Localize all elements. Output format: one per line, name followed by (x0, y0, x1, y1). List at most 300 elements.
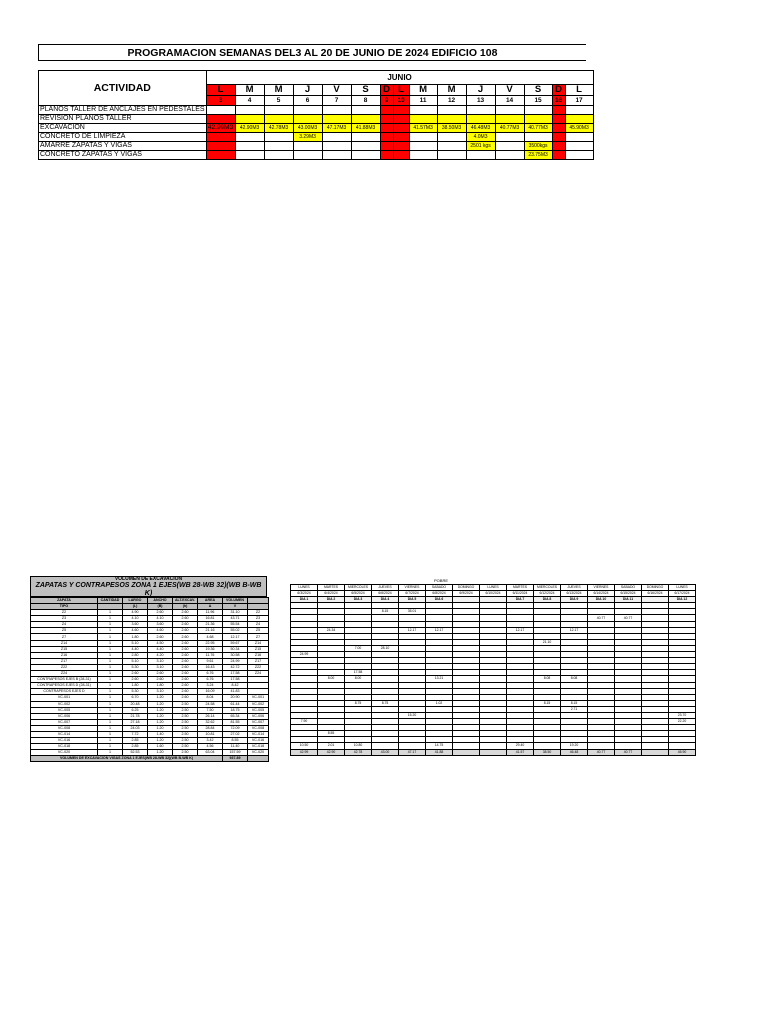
schedule-cell (409, 115, 437, 124)
excavation-cell: 2.80 (123, 652, 148, 658)
date-cell: 6/16/2024 (642, 591, 669, 597)
day-letter: M (264, 85, 293, 96)
day-letter: M (409, 85, 437, 96)
weekday-cell: LUNES (291, 585, 318, 591)
excavation-cell: 1 (98, 628, 123, 634)
weekday-cell: VIERNES (588, 585, 615, 591)
excavation-cell: 65.34 (223, 713, 248, 719)
daily-cell: 8.08 (561, 676, 588, 682)
day-number: 9 (380, 96, 393, 106)
day-letter: L (206, 85, 235, 96)
excavation-cell: 1 (98, 713, 123, 719)
excavation-cell: 1 (98, 622, 123, 628)
excavation-cell: VC-020 (31, 750, 98, 756)
schedule-cell (206, 142, 235, 151)
excavation-cell: 1.20 (148, 725, 173, 731)
excavation-cell: 4.50 (148, 640, 173, 646)
daily-total-cell (453, 749, 480, 755)
excavation-cell: 2.60 (173, 683, 198, 689)
excavation-cell: 27.18 (123, 719, 148, 725)
daily-cell: 12.17 (399, 627, 426, 633)
excavation-cell: 8.04 (198, 695, 223, 701)
schedule-cell: 43.00M3 (293, 124, 322, 133)
excavation-cell: 4.40 (123, 646, 148, 652)
schedule-cell (524, 133, 552, 142)
excavation-cell: 3.10 (148, 664, 173, 670)
excavation-cell: 4.90 (123, 610, 148, 616)
excavation-cell: 11.76 (198, 652, 223, 658)
schedule-cell (293, 106, 322, 115)
schedule-cell (466, 115, 495, 124)
day-letter: V (322, 85, 351, 96)
schedule-cell (206, 133, 235, 142)
schedule-cell (264, 142, 293, 151)
excavation-cell: 157.59 (223, 750, 248, 756)
activity-row (39, 115, 594, 124)
excavation-cell: 8.55 (223, 738, 248, 744)
daily-cell: 10.50 (291, 743, 318, 749)
daily-cell: 40.77 (588, 615, 615, 621)
day-number: 14 (495, 96, 524, 106)
daily-cell: 24.34 (318, 627, 345, 633)
day-number: 6 (293, 96, 322, 106)
weekday-cell: MARTES (507, 585, 534, 591)
excavation-cell: VC-006 (248, 713, 269, 719)
daily-cell: 15.20 (399, 712, 426, 718)
excavation-cell: 2.60 (173, 640, 198, 646)
day-number: 16 (552, 96, 565, 106)
excavation-cell: 1 (98, 689, 123, 695)
day-letter: L (393, 85, 409, 96)
day-letter: D (380, 85, 393, 96)
weekday-row (291, 585, 696, 591)
excavation-cell: 1.20 (148, 707, 173, 713)
excavation-cell: 1 (98, 750, 123, 756)
dia-cell: DIA 12 (669, 597, 696, 603)
daily-total-cell: 41.88 (426, 749, 453, 755)
excavation-cell: 1 (98, 616, 123, 622)
day-letter: M (235, 85, 264, 96)
schedule-cell (235, 133, 264, 142)
date-cell: 6/10/2024 (480, 591, 507, 597)
day-letter: J (293, 85, 322, 96)
excavation-cell: 2.60 (173, 677, 198, 683)
excavation-header: ZAPATA (31, 598, 98, 604)
excavation-total-row (31, 756, 269, 762)
daily-total-cell: 42.78 (345, 749, 372, 755)
daily-total-row (291, 749, 696, 755)
excavation-cell: 24.58 (198, 701, 223, 707)
excavation-cell: 1.20 (148, 719, 173, 725)
dia-cell: DIA 8 (534, 597, 561, 603)
excavation-cell: 2.50 (173, 744, 198, 750)
excavation-cell: VC-002 (248, 701, 269, 707)
excavation-cell: 1 (98, 738, 123, 744)
excavation-cell: 4.20 (148, 652, 173, 658)
excavation-cell: VC-016 (248, 738, 269, 744)
excavation-cell: Z15 (31, 646, 98, 652)
excavation-cell: 43.71 (223, 616, 248, 622)
excavation-cell: 22.95 (198, 640, 223, 646)
daily-cell: 8.08 (534, 676, 561, 682)
excavation-cell: 42.72 (223, 664, 248, 670)
schedule-cell (393, 106, 409, 115)
day-number: 10 (393, 96, 409, 106)
excavation-cell: 1.20 (148, 695, 173, 701)
excavation-cell: Z14 (31, 640, 98, 646)
daily-cell: 8.75 (345, 700, 372, 706)
daily-cell: 12.17 (561, 627, 588, 633)
excavation-cell: 2.60 (173, 652, 198, 658)
weekday-cell: SABADO (426, 585, 453, 591)
excavation-cell: 1.60 (148, 744, 173, 750)
excavation-cell: 1.20 (148, 750, 173, 756)
excavation-cell: 1.80 (123, 634, 148, 640)
daily-cell: 8.00 (318, 676, 345, 682)
date-cell: 6/13/2024 (561, 591, 588, 597)
dia-cell: DIA 1 (291, 597, 318, 603)
daily-total-cell: 38.50 (534, 749, 561, 755)
date-cell: 6/11/2024 (507, 591, 534, 597)
schedule-cell (437, 151, 466, 160)
schedule-cell (264, 106, 293, 115)
excavation-cell: Z15 (248, 646, 269, 652)
schedule-cell: 41.57M3 (409, 124, 437, 133)
day-letter: J (466, 85, 495, 96)
excavation-cell: Z2 (248, 610, 269, 616)
excavation-cell: 1.80 (148, 683, 173, 689)
excavation-cell: 3.60 (148, 622, 173, 628)
day-number: 7 (322, 96, 351, 106)
daily-cell: 21.10 (534, 639, 561, 645)
excavation-cell: Z5 (248, 628, 269, 634)
excavation-table (30, 597, 269, 762)
excavation-cell: 7.72 (123, 731, 148, 737)
schedule-cell (437, 133, 466, 142)
schedule-cell (393, 115, 409, 124)
excavation-cell: 2.60 (173, 610, 198, 616)
schedule-cell (322, 142, 351, 151)
day-number: 13 (466, 96, 495, 106)
excavation-subheader: (B) (148, 604, 173, 610)
excavation-title (30, 576, 267, 597)
excavation-cell: 1 (98, 610, 123, 616)
excavation-cell: 2.60 (173, 622, 198, 628)
daily-cell: 13.21 (426, 676, 453, 682)
schedule-cell: 42.78M3 (264, 124, 293, 133)
excavation-cell: 1 (98, 677, 123, 683)
excavation-cell: CONTRAPESOS EJES D (28-31) (31, 683, 98, 689)
daily-total-cell: 43.00 (372, 749, 399, 755)
activity-row (39, 133, 594, 142)
excavation-cell: 4.10 (123, 616, 148, 622)
schedule-cell: 42.99M3 (207, 124, 234, 131)
excavation-cell: 2.60 (173, 689, 198, 695)
schedule-cell: 38.50M3 (437, 124, 466, 133)
excavation-cell: 63.04 (198, 750, 223, 756)
excavation-cell: VC-005 (248, 707, 269, 713)
excavation-cell: 1 (98, 634, 123, 640)
weekday-cell: SABADO (615, 585, 642, 591)
excavation-cell: 2.60 (148, 671, 173, 677)
excavation-cell: 30.58 (223, 652, 248, 658)
excavation-cell: 6.76 (198, 671, 223, 677)
excavation-title-main: ZAPATAS Y CONTRAPESOS ZONA 1 EJES(WB 28-WB 32)(WB B-WB K) (35, 582, 262, 597)
weekday-cell: VIERNES (399, 585, 426, 591)
dia-cell: DIA 11 (615, 597, 642, 603)
daily-cell: 28.10 (372, 645, 399, 651)
excavation-cell: 2.50 (173, 719, 198, 725)
activity-row (39, 106, 594, 115)
schedule-cell: 3.29M3 (293, 133, 322, 142)
excavation-cell: VC-018 (248, 744, 269, 750)
day-number: 17 (565, 96, 593, 106)
excavation-header: VOLUMEN (223, 598, 248, 604)
excavation-cell: 1 (98, 725, 123, 731)
day-number: 12 (437, 96, 466, 106)
schedule-cell (495, 133, 524, 142)
schedule-cell (235, 115, 264, 124)
activity-label: REVISION PLANOS TALLER (39, 115, 207, 124)
dia-cell: DIA 2 (318, 597, 345, 603)
excavation-cell: CONTRAPESOS EJES D (31, 689, 98, 695)
schedule-table (38, 70, 594, 160)
excavation-cell: 12.17 (223, 634, 248, 640)
excavation-cell: 1 (98, 719, 123, 725)
excavation-cell: 1 (98, 646, 123, 652)
schedule-cell: 47.17M3 (322, 124, 351, 133)
daily-total-cell: 45.90 (669, 749, 696, 755)
excavation-cell: 2.60 (173, 664, 198, 670)
excavation-cell: 6.76 (198, 677, 223, 683)
excavation-cell: 4.10 (148, 616, 173, 622)
schedule-cell (206, 115, 235, 124)
day-letter: S (524, 85, 552, 96)
excavation-cell: VC-008 (248, 725, 269, 731)
excavation-cell: VC-002 (31, 701, 98, 707)
daily-total-cell: 42.90 (318, 749, 345, 755)
excavation-cell: CONTRAPESOS EJES B (28-31) (31, 677, 98, 683)
daily-volume-table (290, 584, 696, 756)
schedule-cell (380, 151, 393, 160)
excavation-cell: Z2 (31, 610, 98, 616)
schedule-cell (565, 151, 593, 160)
excavation-header: AREA (198, 598, 223, 604)
activity-row (39, 151, 594, 160)
daily-total-cell: 40.77 (588, 749, 615, 755)
excavation-cell: 24.99 (223, 658, 248, 664)
activity-row (39, 124, 594, 133)
schedule-cell (351, 115, 380, 124)
excavation-cell: 1 (98, 658, 123, 664)
schedule-cell (235, 151, 264, 160)
schedule-cell (351, 106, 380, 115)
schedule-cell (495, 151, 524, 160)
day-letter: V (495, 85, 524, 96)
excavation-cell: 7.50 (198, 707, 223, 713)
dia-cell: DIA 9 (561, 597, 588, 603)
excavation-cell: Z17 (248, 658, 269, 664)
excavation-header: ANCHO (148, 598, 173, 604)
schedule-cell (235, 142, 264, 151)
schedule-cell: 40.77M3 (524, 124, 552, 133)
excavation-cell: 2.85 (123, 744, 148, 750)
excavation-cell: 2.60 (123, 677, 148, 683)
excavation-cell: 10.81 (198, 731, 223, 737)
schedule-cell (293, 151, 322, 160)
excavation-cell: 2.60 (148, 634, 173, 640)
excavation-cell: 5.30 (123, 664, 148, 670)
excavation-cell: 21.78 (123, 713, 148, 719)
excavation-cell: 19.36 (198, 646, 223, 652)
date-cell: 6/5/2024 (345, 591, 372, 597)
schedule-cell (322, 115, 351, 124)
excavation-cell: 3.42 (198, 738, 223, 744)
excavation-cell: Z22 (31, 664, 98, 670)
excavation-cell: VC-005 (31, 707, 98, 713)
excavation-cell: 3.60 (123, 622, 148, 628)
excavation-cell: Z14 (248, 640, 269, 646)
excavation-cell: 55.54 (223, 622, 248, 628)
schedule-cell (552, 133, 565, 142)
excavation-total-value: 937.89 (223, 756, 248, 762)
excavation-cell: 8.42 (223, 683, 248, 689)
excavation-cell: 2.60 (173, 616, 198, 622)
excavation-cell: 4.56 (198, 744, 223, 750)
excavation-cell: 3.24 (198, 683, 223, 689)
excavation-cell: Z16 (248, 652, 269, 658)
date-cell: 6/3/2024 (291, 591, 318, 597)
schedule-cell (380, 115, 393, 124)
dia-cell: DIA 4 (372, 597, 399, 603)
date-cell: 6/7/2024 (399, 591, 426, 597)
day-letter: M (437, 85, 466, 96)
excavation-cell: 20.90 (223, 695, 248, 701)
excavation-cell: Z7 (31, 634, 98, 640)
dia-cell: DIA 10 (588, 597, 615, 603)
excavation-cell: 4.60 (123, 628, 148, 634)
date-cell: 6/12/2024 (534, 591, 561, 597)
excavation-cell: 1 (98, 683, 123, 689)
daily-cell: 23.70 (669, 712, 696, 718)
schedule-cell (293, 115, 322, 124)
excavation-cell: 16.43 (198, 664, 223, 670)
excavation-cell: 5.10 (123, 640, 148, 646)
excavation-cell: Z3 (248, 616, 269, 622)
daily-cell: 7.00 (345, 645, 372, 651)
excavation-cell: VC-014 (248, 731, 269, 737)
excavation-cell: 1 (98, 731, 123, 737)
excavation-cell: 1 (98, 671, 123, 677)
date-cell: 6/15/2024 (615, 591, 642, 597)
excavation-cell: Z24 (31, 671, 98, 677)
schedule-cell (409, 133, 437, 142)
daily-cell: 24.99 (291, 652, 318, 658)
schedule-cell (552, 115, 565, 124)
schedule-cell (552, 151, 565, 160)
excavation-cell: Z4 (31, 622, 98, 628)
schedule-cell (293, 142, 322, 151)
date-cell: 6/8/2024 (426, 591, 453, 597)
schedule-cell (409, 106, 437, 115)
schedule-cell (552, 142, 565, 151)
excavation-cell: Z24 (248, 671, 269, 677)
excavation-cell: 2.50 (173, 731, 198, 737)
excavation-cell: 1 (98, 664, 123, 670)
excavation-cell: VC-007 (31, 719, 98, 725)
daily-total-cell: 41.57 (507, 749, 534, 755)
excavation-cell: VC-001 (31, 695, 98, 701)
activity-label: EXCAVACION (39, 124, 207, 133)
daily-cell: 8.55 (318, 731, 345, 737)
day-number: 4 (235, 96, 264, 106)
excavation-cell: 16.09 (198, 689, 223, 695)
excavation-cell: 1 (98, 701, 123, 707)
daily-cell: 8.75 (372, 700, 399, 706)
weekday-cell: JUEVES (561, 585, 588, 591)
excavation-cell: 4.68 (198, 634, 223, 640)
schedule-cell (206, 151, 235, 160)
schedule-cell (380, 124, 393, 133)
excavation-cell: 18.75 (223, 707, 248, 713)
schedule-cell (322, 151, 351, 160)
month-header: JUNIO (206, 71, 593, 85)
excavation-cell: 2.60 (173, 628, 198, 634)
schedule-cell (380, 133, 393, 142)
schedule-cell (437, 106, 466, 115)
daily-cell: 8.00 (345, 676, 372, 682)
excavation-cell: 2.60 (173, 671, 198, 677)
dia-cell: DIA 7 (507, 597, 534, 603)
daily-cell: 12.17 (426, 627, 453, 633)
schedule-cell (393, 151, 409, 160)
excavation-cell: 2.60 (123, 671, 148, 677)
excavation-cell: 2.50 (173, 707, 198, 713)
schedule-cell (409, 142, 437, 151)
schedule-cell: 45.90M3 (565, 124, 593, 133)
excavation-cell: 52.53 (123, 750, 148, 756)
activity-label: AMARRE ZAPATAS Y VIGAS (39, 142, 207, 151)
weekday-cell: JUEVES (372, 585, 399, 591)
excavation-cell: 81.55 (223, 719, 248, 725)
excavation-cell: 3.10 (148, 658, 173, 664)
daily-cell: 10.80 (345, 743, 372, 749)
excavation-cell: 2.60 (173, 634, 198, 640)
schedule-cell: 4.0M3 (466, 133, 495, 142)
daily-cell: 8.15 (534, 700, 561, 706)
excavation-cell: VC-014 (31, 731, 98, 737)
excavation-cell: 5.10 (123, 658, 148, 664)
activity-label: CONCRETO DE LIMPIEZA (39, 133, 207, 142)
dia-cell: DIA 5 (399, 597, 426, 603)
daily-total-cell (480, 749, 507, 755)
weekday-cell: LUNES (480, 585, 507, 591)
daily-total-cell: 46.48 (561, 749, 588, 755)
daily-cell: 2.01 (318, 743, 345, 749)
schedule-cell (264, 115, 293, 124)
excavation-subheader: (h) (173, 604, 198, 610)
excavation-cell: 2.50 (173, 713, 198, 719)
schedule-cell (495, 115, 524, 124)
daily-total-cell (642, 749, 669, 755)
schedule-cell: 2501 kgs (466, 142, 495, 151)
day-number: 3 (206, 96, 235, 106)
schedule-cell (565, 133, 593, 142)
excavation-cell: 20.48 (123, 701, 148, 707)
date-cell: 6/4/2024 (318, 591, 345, 597)
excavation-cell: 55.02 (223, 628, 248, 634)
schedule-cell (380, 142, 393, 151)
